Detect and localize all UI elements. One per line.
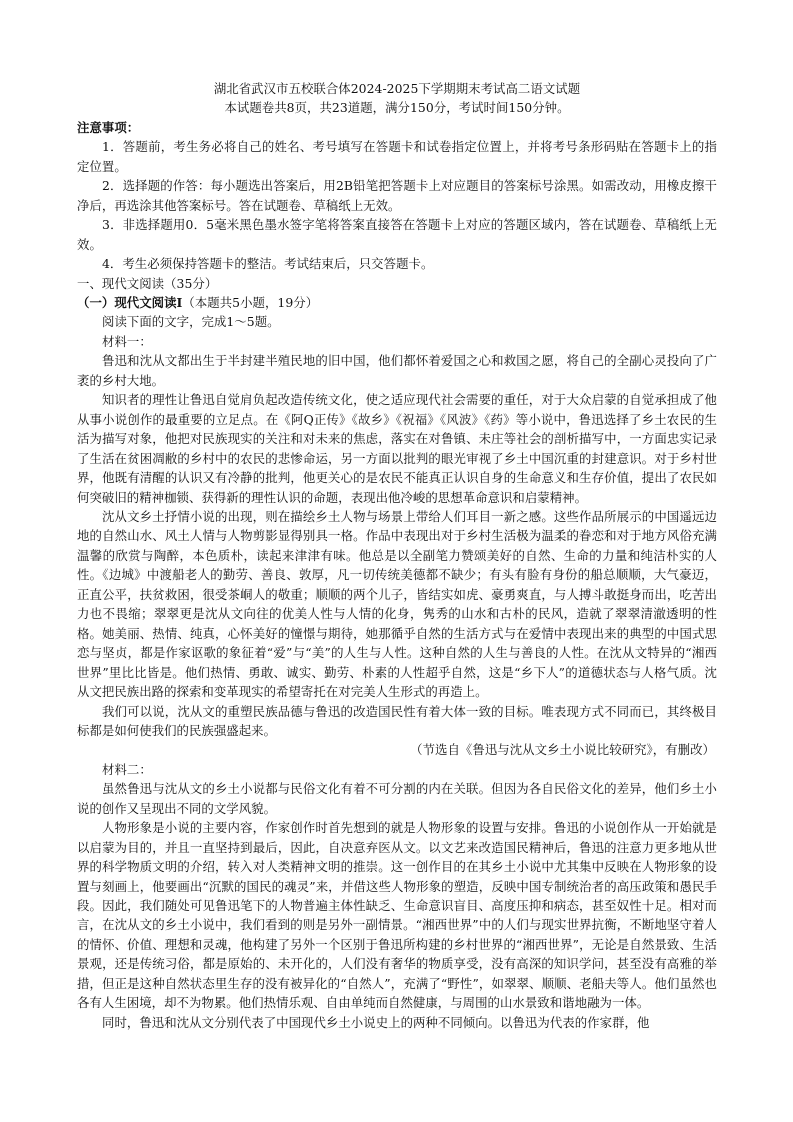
reading-instruction: 阅读下面的文字，完成1～5题。 — [102, 314, 280, 330]
material2-label: 材料二： — [102, 761, 152, 777]
subsection-heading-bold: （一）现代文阅读Ⅰ — [77, 294, 183, 310]
material2-paragraph: 同时，鲁迅和沈从文分别代表了中国现代乡土小说史上的两种不同倾向。以鲁迅为代表的作家群，他 — [102, 1014, 650, 1030]
notice-item: 1．答题前，考生务必将自己的姓名、考号填写在答题卡和试卷指定位置上，并将考号条形码贴在答题卡上的指定位置。 — [77, 139, 717, 174]
exam-subtitle: 本试题卷共8页，共23道题，满分150分，考试时间150分钟。 — [224, 100, 570, 116]
subsection-heading — [77, 293, 717, 312]
exam-title: 湖北省武汉市五校联合体2024-2025下学期期末考试高二语文试题 — [213, 81, 581, 96]
subsection-heading-rest: （本题共5小题，19分） — [182, 294, 319, 310]
material1-source: （节选自《鲁迅与沈从文乡土小说比较研究》，有删改） — [410, 742, 715, 758]
section-heading: 一、现代文阅读（35分） — [77, 275, 218, 291]
material1-paragraph: 知识者的理性让鲁迅自觉肩负起改造传统文化，使之适应现代社会需要的重任，对于大众启蒙的自觉承担成了他从事小说创作的最重要的立足点。在《阿Q正传》《故乡》《祝福》《风波》《药》等小说中，鲁迅选择了乡土农民的生活为描写对象，他把对民族现实的关注和对未来的焦虑，落实在对鲁镇、未庄等社会的剖析描写中，一方面忠实记录了生活在贫困凋敝的乡村中的农民的悲惨命运，另一方面以批判的眼光审视了乡土中国沉重的封建意识。对于乡村世界，他既有清醒的认识又有冷静的批判，他更关心的是农民不能真正认识自身的生命意义和生存价值，提出了农民如何突破旧的精神枷锁、获得新的理性认识的命题，表现出他冷峻的思想革命意识和启蒙精神。 — [77, 392, 717, 505]
exam-page — [77, 79, 717, 1032]
notice-item: 4．考生必须保持答题卡的整洁。考试结束后，只交答题卡。 — [102, 256, 434, 272]
material1-paragraph: 鲁迅和沈从文都出生于半封建半殖民地的旧中国，他们都怀着爱国之心和救国之愿，将自己的全副心灵投向了广袤的乡村大地。 — [77, 353, 717, 388]
material1-paragraph: 沈从文乡土抒情小说的出现，则在描绘乡土人物与场景上带给人们耳目一新之感。这些作品所展示的中国遥远边地的自然山水、风土人情与人物剪影显得别具一格。作品中表现出对于乡村生活极为温柔的眷恋和对于地方风俗充满温馨的欣赏与陶醉，本色质朴，读起来津津有味。他总是以全副笔力赞颂美好的自然、生命的力量和纯洁朴实的人性。《边城》中渡船老人的勤劳、善良、敦厚，凡一切传统美德都不缺少；有头有脸有身份的船总顺顺，大气豪迈，正直公平，扶贫救困，很受茶峒人的敬重；顺顺的两个儿子，皆结实如虎、豪勇爽直，与人搏斗敢挺身而出，吃苦出力也不畏缩；翠翠更是沈从文向往的优美人性与人情的化身，隽秀的山水和古朴的民风，造就了翠翠清澈透明的性格。她美丽、热情、纯真，心怀美好的憧憬与期待，她那循乎自然的生活方式与在爱情中表现出来的典型的中国式思恋与坚贞，都是作家讴歌的象征着“爱”与“美”的人生与人性。这种自然的人生与善良的人性。在沈从文特异的“湘西世界”里比比皆是。他们热情、勇敢、诚实、勤劳、朴素的人性超乎自然，这是“乡下人”的道德状态与人格气质。沈从文把民族出路的探索和变革现实的希望寄托在对完美人生形式的再造上。 — [77, 508, 717, 700]
material1-paragraph: 我们可以说，沈从文的重塑民族品德与鲁迅的改造国民性有着大体一致的目标。唯表现方式不同而已，其终极目标都是如何使我们的民族强盛起来。 — [77, 703, 717, 738]
material2-paragraph: 虽然鲁迅与沈从文的乡土小说都与民俗文化有着不可分割的内在关联。但因为各自民俗文化的差异，他们乡土小说的创作又呈现出不同的文学风貌。 — [77, 781, 717, 816]
notice-item: 3．非选择题用0．5毫米黑色墨水签字笔将答案直接答在答题卡上对应的答题区域内，答在试题卷、草稿纸上无效。 — [77, 217, 717, 252]
notice-item: 2．选择题的作答：每小题选出答案后，用2B铅笔把答题卡上对应题目的答案标号涂黑。如需改动，用橡皮擦干净后，再选涂其他答案标号。答在试题卷、草稿纸上无效。 — [77, 178, 717, 213]
material2-paragraph: 人物形象是小说的主要内容，作家创作时首先想到的就是人物形象的设置与安排。鲁迅的小说创作从一开始就是以启蒙为目的，并且一直坚持到最后，因此，自决意弃医从文。以文艺来改造国民精神后，鲁迅的注意力更多地从世界的科学物质文明的介绍，转入对人类精神文明的推崇。这一创作目的在其乡土小说中尤其集中反映在人物形象的设置与刻画上，他要画出“沉默的国民的魂灵”来，并借这些人物形象的塑造，反映中国专制统治者的高压政策和愚民手段。因此，我们随处可见鲁迅笔下的人物普遍主体性缺乏、生命意识盲目、高度压抑和病态，甚至奴性十足。相对而言，在沈从文的乡土小说中，我们看到的则是另外一副情景。“湘西世界”中的人们与现实世界抗衡，不断地坚守着人的情怀、价值、理想和灵魂，他构建了另外一个区别于鲁迅所构建的乡村世界的“湘西世界”，无论是自然景致、生活景观，还是传统习俗，都是原始的、未开化的，人们没有奢华的物质享受，没有高深的知识学问，甚至没有高雅的举措，但正是这种自然状态里生存的没有被异化的“自然人”，充满了“野性”，如翠翠、顺顺、老船夫等人。他们虽然也各有人生困境，却不为物累。他们热情乐观、自由单纯而自然健康，与周围的山水景致和谐地融为一体。 — [77, 820, 717, 1011]
notice-heading: 注意事项： — [77, 119, 140, 135]
material1-label: 材料一： — [102, 333, 152, 349]
